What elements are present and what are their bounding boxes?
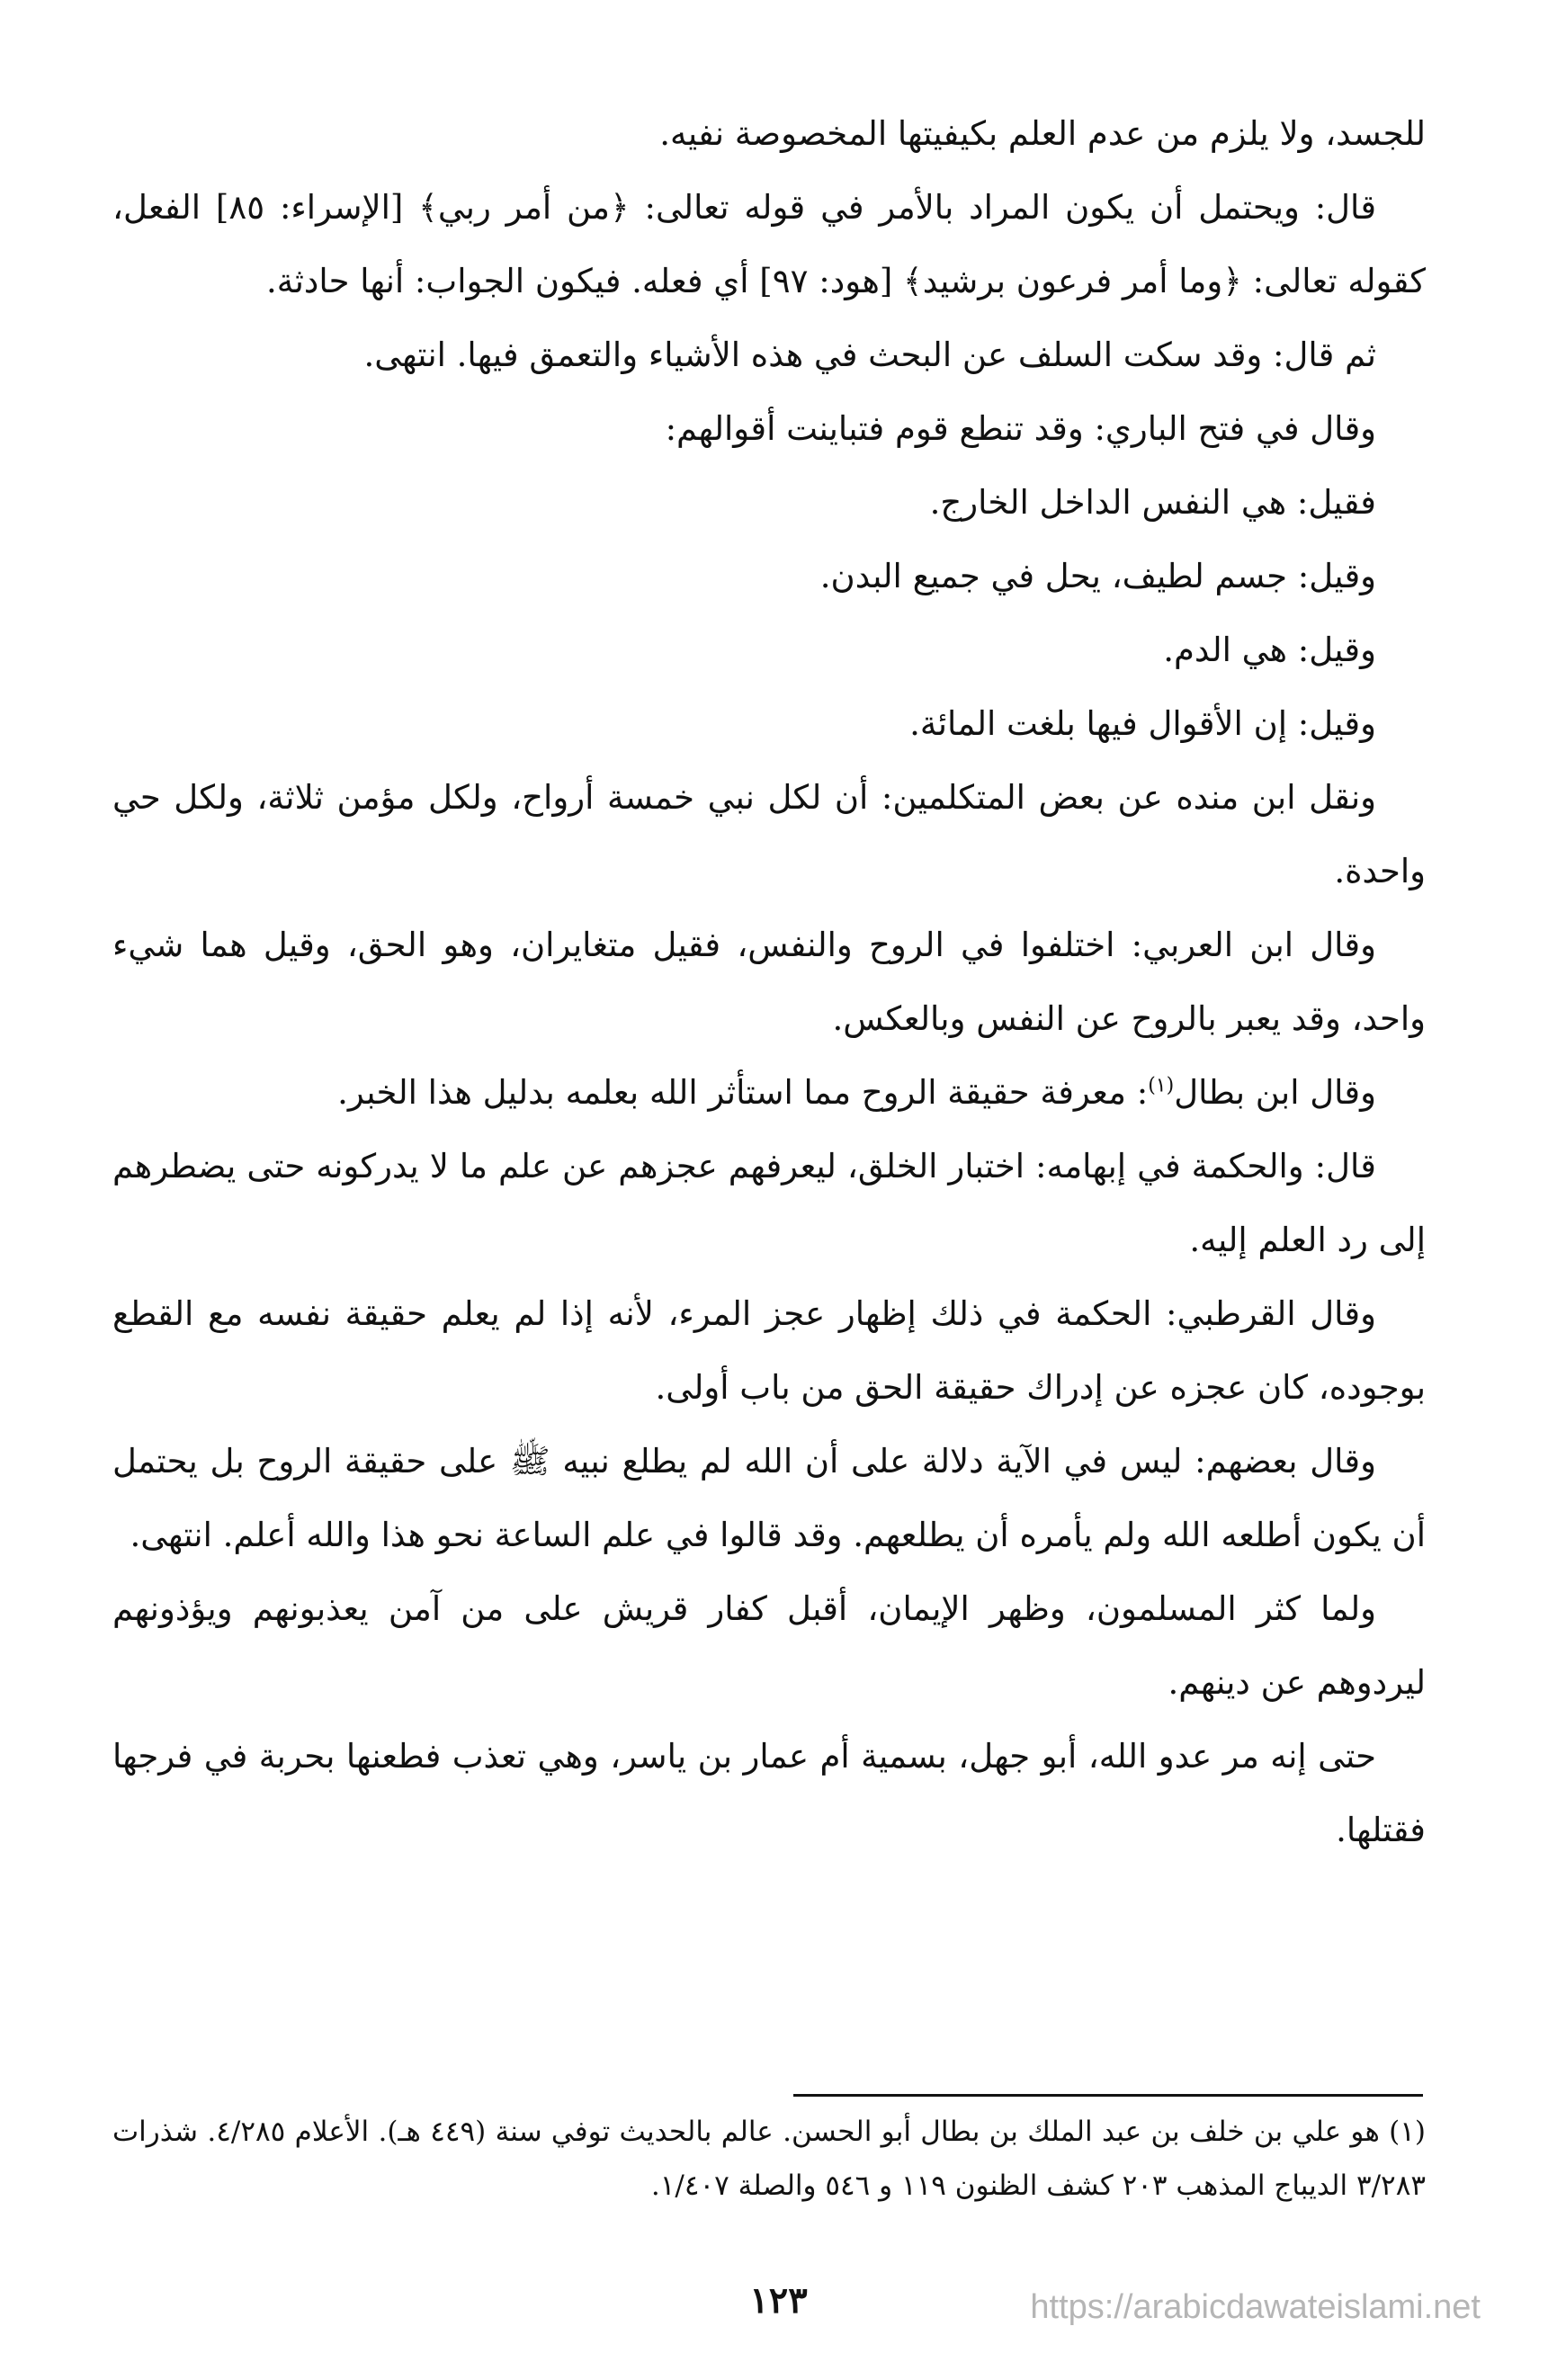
paragraph: وقال في فتح الباري: وقد تنطع قوم فتباينت أقوالهم: bbox=[665, 409, 1376, 448]
footnote-divider bbox=[793, 2094, 1423, 2097]
paragraph: للجسد، ولا يلزم من عدم العلم بكيفيتها المخصوصة نفيه. bbox=[659, 114, 1426, 153]
paragraph: وقيل: هي الدم. bbox=[1163, 631, 1376, 669]
paragraph: وقال القرطبي: الحكمة في ذلك إظهار عجز المرء، لأنه إذا لم يعلم حقيقة نفسه مع القطع بوجوده، كان عجزه عن إدراك حقيقة الحق من باب أولى. bbox=[112, 1294, 1426, 1407]
paragraph: وقال بعضهم: ليس في الآية دلالة على أن الله لم يطلع نبيه ﷺ على حقيقة الروح بل يحتمل أن يكون أطلعه الله ولم يأمره أن يطلعهم. وقد قالوا في علم الساعة نحو هذا والله أعلم. انتهى. bbox=[112, 1442, 1426, 1554]
paragraph: قال: والحكمة في إبهامه: اختبار الخلق، ليعرفهم عجزهم عن علم ما لا يدركونه حتى يضطرهم إلى رد العلم إليه. bbox=[112, 1147, 1426, 1259]
watermark-url: https://arabicdawateislami.net bbox=[1030, 2288, 1481, 2326]
paragraph: حتى إنه مر عدو الله، أبو جهل، بسمية أم عمار بن ياسر، وهي تعذب فطعنها بحربة في فرجها فقتلها. bbox=[112, 1737, 1426, 1849]
paragraph-with-footnote-ref bbox=[112, 1056, 1426, 1130]
paragraph: ولما كثر المسلمون، وظهر الإيمان، أقبل كفار قريش على من آمن يعذبونهم ويؤذونهم ليردوهم عن دينهم. bbox=[112, 1589, 1426, 1702]
paragraph-text-end: : معرفة حقيقة الروح مما استأثر الله بعلمه بدليل هذا الخبر. bbox=[337, 1073, 1149, 1112]
footnote: (١) هو علي بن خلف بن عبد الملك بن بطال أبو الحسن. عالم بالحديث توفي سنة (٤٤٩ هـ). الأعلام ٤/٢٨٥. شذرات ٣/٢٨٣ الديباج المذهب ٢٠٣ كشف الظنون ١١٩ و ٥٤٦ والصلة ١/٤٠٧. bbox=[112, 2116, 1427, 2202]
page-number: ١٢٣ bbox=[749, 2279, 808, 2322]
paragraph: وقيل: إن الأقوال فيها بلغت المائة. bbox=[909, 704, 1376, 743]
main-text bbox=[112, 97, 1426, 1867]
footnote-ref[interactable]: (١) bbox=[1148, 1074, 1175, 1097]
paragraph: ثم قال: وقد سكت السلف عن البحث في هذه الأشياء والتعمق فيها. انتهى. bbox=[363, 336, 1376, 374]
paragraph: قال: ويحتمل أن يكون المراد بالأمر في قوله تعالى: ﴿من أمر ربي﴾ [الإسراء: ٨٥] الفعل، كقوله تعالى: ﴿وما أمر فرعون برشيد﴾ [هود: ٩٧] أي فعله. فيكون الجواب: أنها حادثة. bbox=[112, 188, 1426, 300]
footnotes bbox=[112, 2105, 1426, 2213]
paragraph: ونقل ابن منده عن بعض المتكلمين: أن لكل نبي خمسة أرواح، ولكل مؤمن ثلاثة، ولكل حي واحدة. bbox=[112, 778, 1426, 890]
paragraph: فقيل: هي النفس الداخل الخارج. bbox=[929, 483, 1376, 522]
paragraph-text-start: وقال ابن بطال bbox=[1174, 1073, 1376, 1112]
paragraph: وقيل: جسم لطيف، يحل في جميع البدن. bbox=[819, 557, 1376, 595]
paragraph: وقال ابن العربي: اختلفوا في الروح والنفس، فقيل متغايران، وهو الحق، وقيل هما شيء واحد، وقد يعبر بالروح عن النفس وبالعكس. bbox=[112, 926, 1426, 1038]
